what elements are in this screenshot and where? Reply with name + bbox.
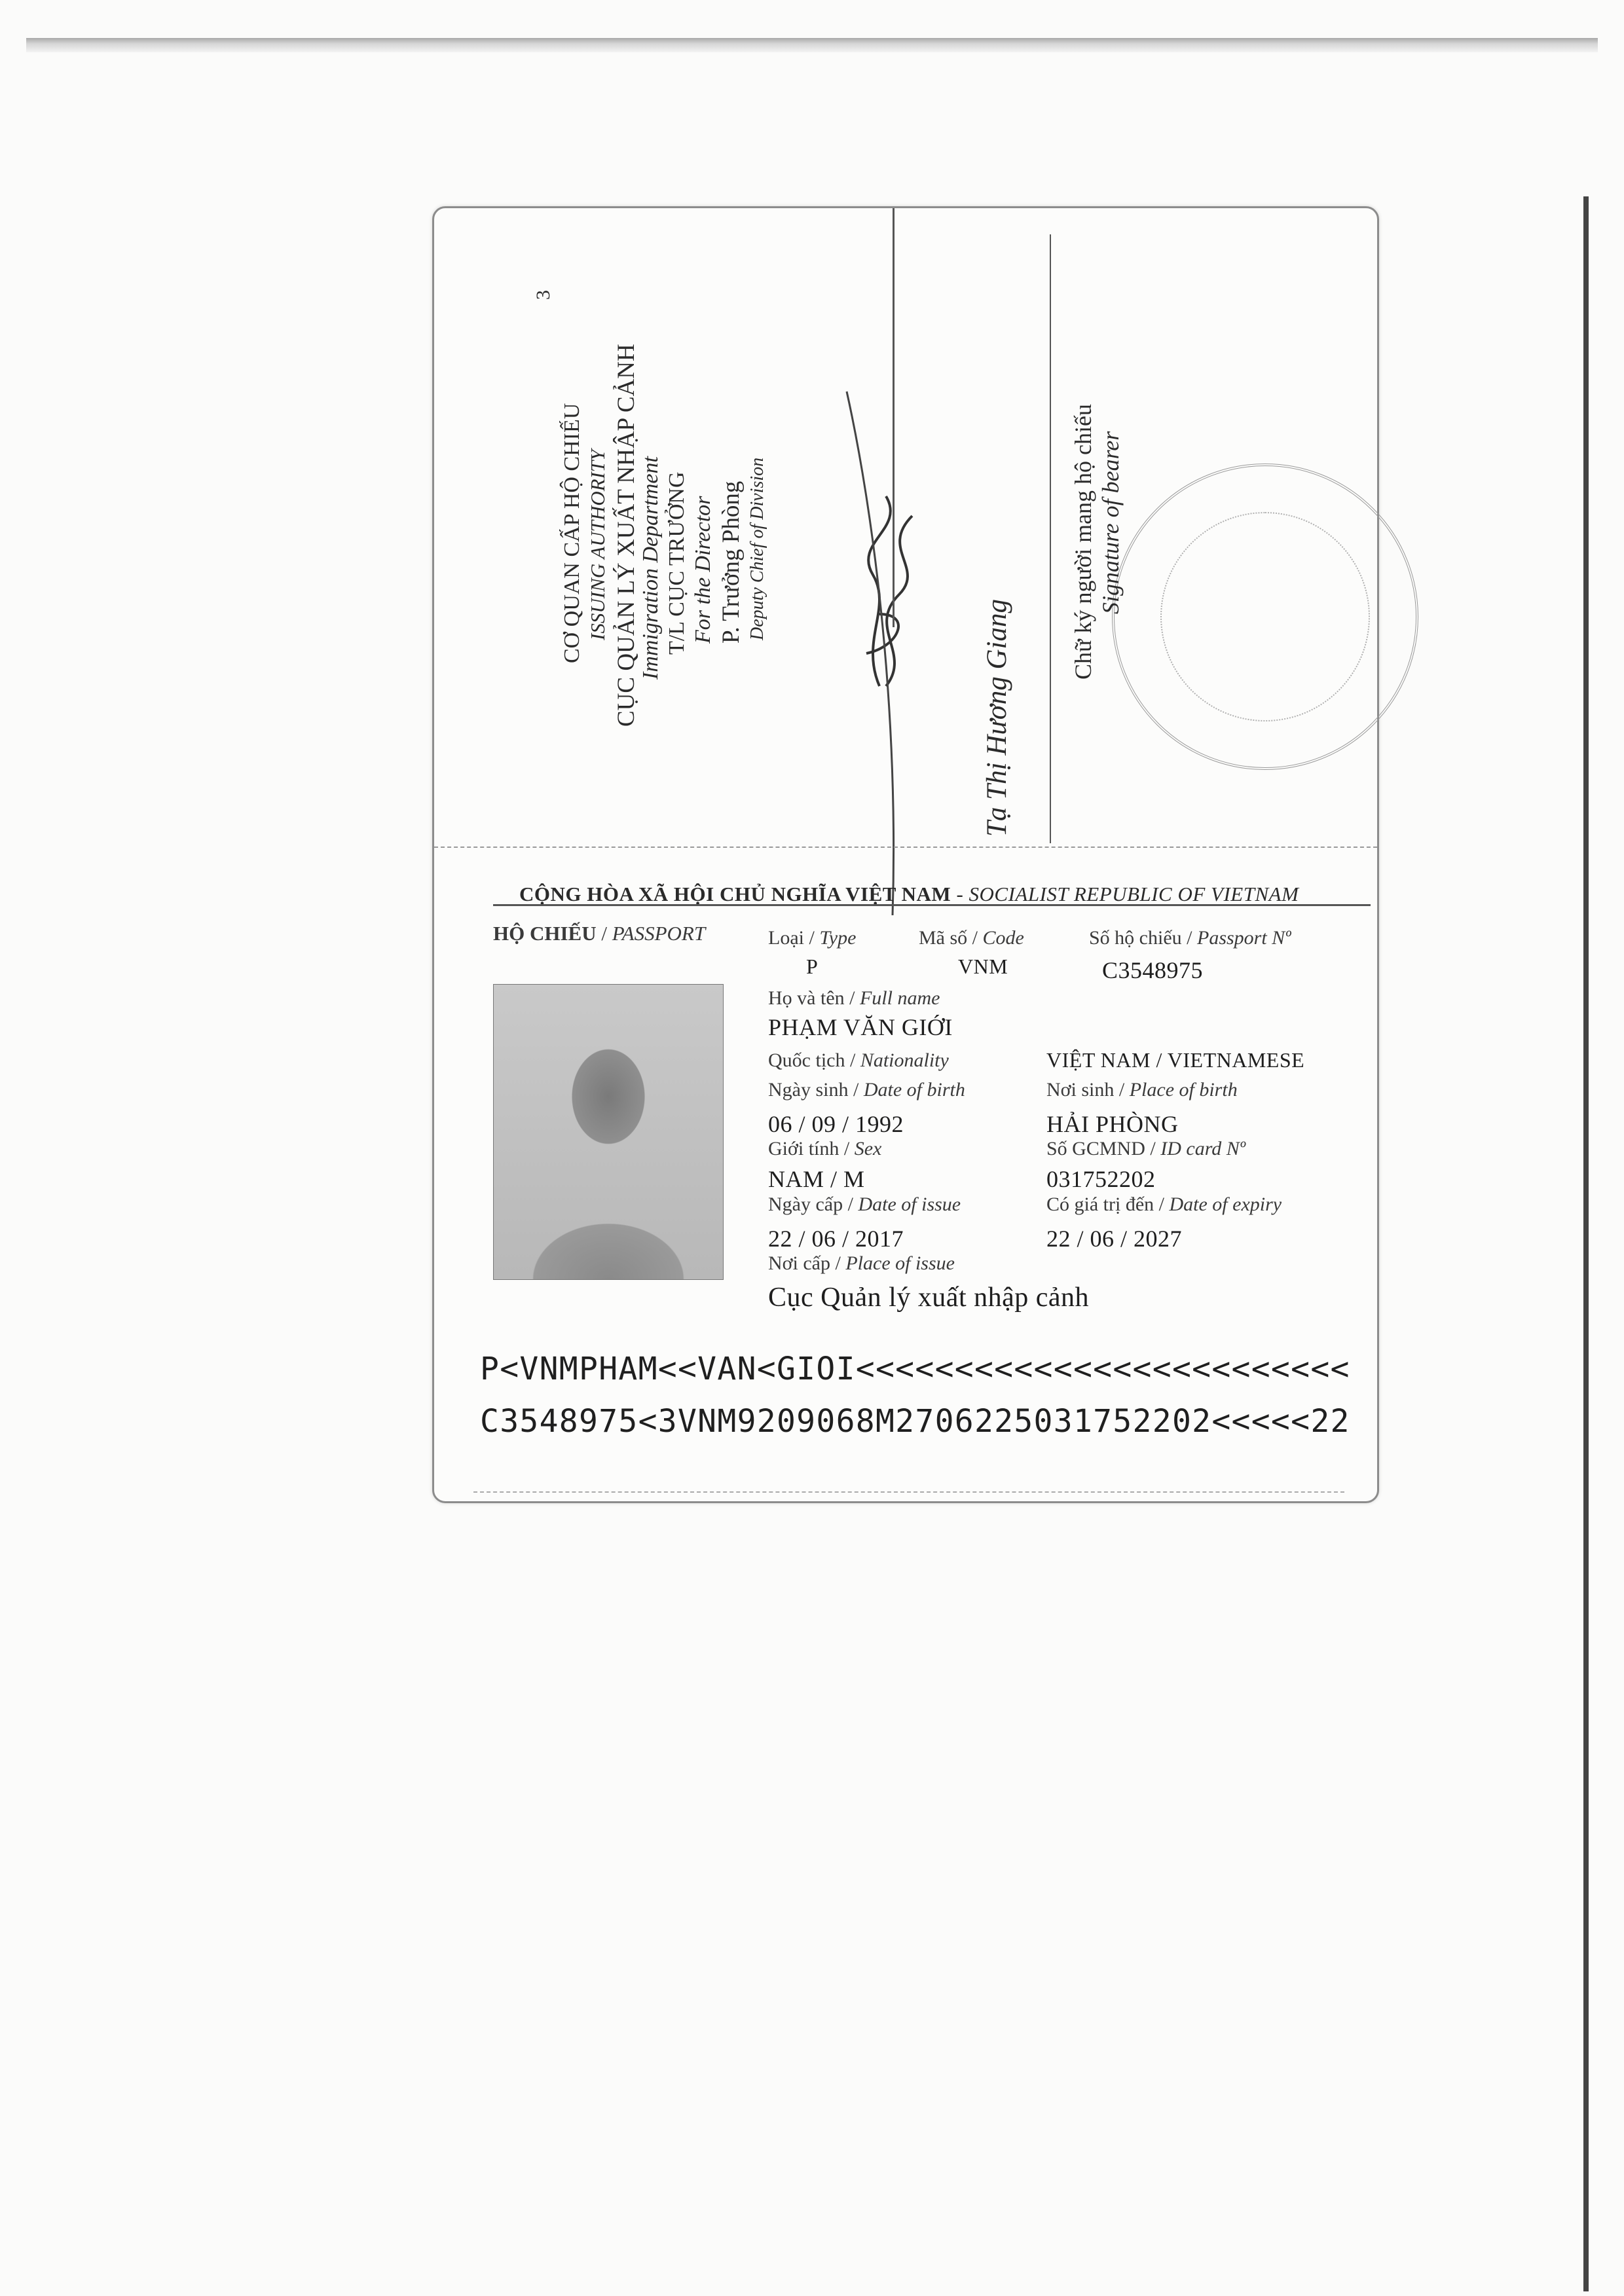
passport-number-label-vi: Số hộ chiếu (1089, 927, 1182, 949)
signature-divider-right (1050, 234, 1051, 843)
official-signature (801, 378, 971, 941)
id-card-value: 031752202 (1046, 1166, 1156, 1192)
sex-label-en: Sex (854, 1138, 882, 1159)
expiry-date-label-en: Date of expiry (1169, 1194, 1282, 1215)
expiry-date-value: 22 / 06 / 2027 (1046, 1226, 1183, 1252)
expiry-date-label-vi: Có giá trị đến (1046, 1194, 1154, 1215)
sex-label (768, 1138, 881, 1160)
code-label-en: Code (982, 927, 1024, 949)
signer-name: Tạ Thị Hương Giang (982, 599, 1012, 837)
passport-title-vi: HỘ CHIẾU (493, 922, 597, 945)
issue-date-label-vi: Ngày cấp (768, 1194, 843, 1215)
page-bottom-edge (473, 1491, 1344, 1493)
bearer-signature-label-vi: Chữ ký người mang hộ chiếu (1070, 403, 1096, 680)
dob-label-sep: / (848, 1079, 864, 1101)
passport-number-label-en: Passport Nº (1197, 927, 1291, 949)
code-label (919, 927, 1024, 949)
code-label-vi: Mã số (919, 927, 968, 949)
header-separator: - (951, 883, 969, 905)
issuing-authority-vi: CƠ QUAN CẤP HỘ CHIẾU (560, 403, 584, 663)
id-card-label (1046, 1138, 1246, 1160)
page-fold (434, 847, 1377, 848)
passport-number-label-sep: / (1181, 927, 1197, 949)
place-of-issue-label-sep: / (830, 1252, 846, 1274)
deputy-en: Deputy Chief of Division (747, 457, 767, 640)
full-name-label (768, 987, 940, 1010)
place-of-issue-label (768, 1252, 955, 1275)
issue-date-label-sep: / (843, 1194, 858, 1215)
place-of-issue-value: Cục Quản lý xuất nhập cảnh (768, 1283, 1090, 1313)
pob-value: HẢI PHÒNG (1046, 1111, 1179, 1137)
type-label-vi: Loại (768, 927, 804, 949)
passport-number-label (1089, 927, 1291, 949)
type-label (768, 927, 856, 949)
scan-edge-right (1583, 196, 1589, 2291)
place-of-issue-label-en: Place of issue (845, 1252, 955, 1274)
republic-name-en: SOCIALIST REPUBLIC OF VIETNAM (969, 883, 1299, 905)
director-vi: T/L CỤC TRƯỞNG (665, 471, 689, 655)
sex-value: NAM / M (768, 1166, 865, 1192)
passport-number-value: C3548975 (1102, 957, 1204, 983)
place-of-issue-label-vi: Nơi cấp (768, 1252, 830, 1274)
signature-divider-left (893, 208, 895, 627)
issue-date-value: 22 / 06 / 2017 (768, 1226, 904, 1252)
type-label-sep: / (803, 927, 820, 949)
expiry-date-label-sep: / (1154, 1194, 1170, 1215)
nationality-label (768, 1049, 949, 1072)
full-name-label-en: Full name (859, 987, 940, 1009)
republic-name-vi: CỘNG HÒA XÃ HỘI CHỦ NGHĨA VIỆT NAM (519, 883, 951, 905)
deputy-vi: P. Trưởng Phòng (718, 481, 745, 644)
scan-edge-top (26, 38, 1598, 52)
id-card-label-en: ID card Nº (1160, 1138, 1246, 1159)
nationality-label-sep: / (845, 1049, 860, 1071)
pob-label-vi: Nơi sinh (1046, 1079, 1115, 1101)
issue-date-label (768, 1194, 961, 1216)
code-value: VNM (958, 955, 1008, 978)
dob-label-en: Date of birth (863, 1079, 965, 1101)
issuing-authority-en: ISSUING AUTHORITY (586, 449, 609, 640)
pob-label (1046, 1079, 1238, 1101)
nationality-label-vi: Quốc tịch (768, 1049, 845, 1071)
pob-label-en: Place of birth (1129, 1079, 1238, 1101)
department-vi: CỤC QUẢN LÝ XUẤT NHẬP CẢNH (613, 344, 640, 727)
mrz-line-2: C3548975<3VNM9209068M2706225031752202<<<<<22 (480, 1403, 1350, 1440)
id-card-label-vi: Số GCMND (1046, 1138, 1145, 1159)
issue-date-label-en: Date of issue (858, 1194, 961, 1215)
full-name-label-sep: / (844, 987, 860, 1009)
dob-value: 06 / 09 / 1992 (768, 1111, 904, 1137)
expiry-date-label (1046, 1194, 1282, 1216)
upper-half (434, 208, 1377, 847)
sex-label-sep: / (839, 1138, 855, 1159)
dob-label-vi: Ngày sinh (768, 1079, 849, 1101)
bearer-signature-label-en: Signature of bearer (1098, 431, 1124, 614)
official-seal-stamp (1112, 464, 1418, 770)
sex-label-vi: Giới tính (768, 1138, 840, 1159)
id-card-label-sep: / (1145, 1138, 1161, 1159)
dob-label (768, 1079, 965, 1101)
passport-page (432, 206, 1379, 1503)
full-name-label-vi: Họ và tên (768, 987, 845, 1009)
director-en: For the Director (691, 496, 715, 644)
republic-header (519, 883, 1299, 906)
passport-title-en: PASSPORT (612, 922, 706, 945)
code-label-sep: / (967, 927, 983, 949)
page-number: 3 (532, 290, 554, 300)
department-en: Immigration Department (638, 456, 663, 680)
nationality-value: VIỆT NAM / VIETNAMESE (1046, 1048, 1305, 1072)
type-value: P (806, 955, 819, 978)
passport-title-sep: / (596, 922, 612, 945)
holder-photo (493, 984, 724, 1280)
passport-title (493, 922, 705, 945)
type-label-en: Type (819, 927, 857, 949)
mrz-line-1: P<VNMPHAM<<VAN<GIOI<<<<<<<<<<<<<<<<<<<<<<<<< (480, 1351, 1350, 1387)
nationality-label-en: Nationality (860, 1049, 949, 1071)
full-name-value: PHẠM VĂN GIỚI (768, 1014, 953, 1040)
pob-label-sep: / (1114, 1079, 1130, 1101)
header-rule (493, 904, 1371, 906)
